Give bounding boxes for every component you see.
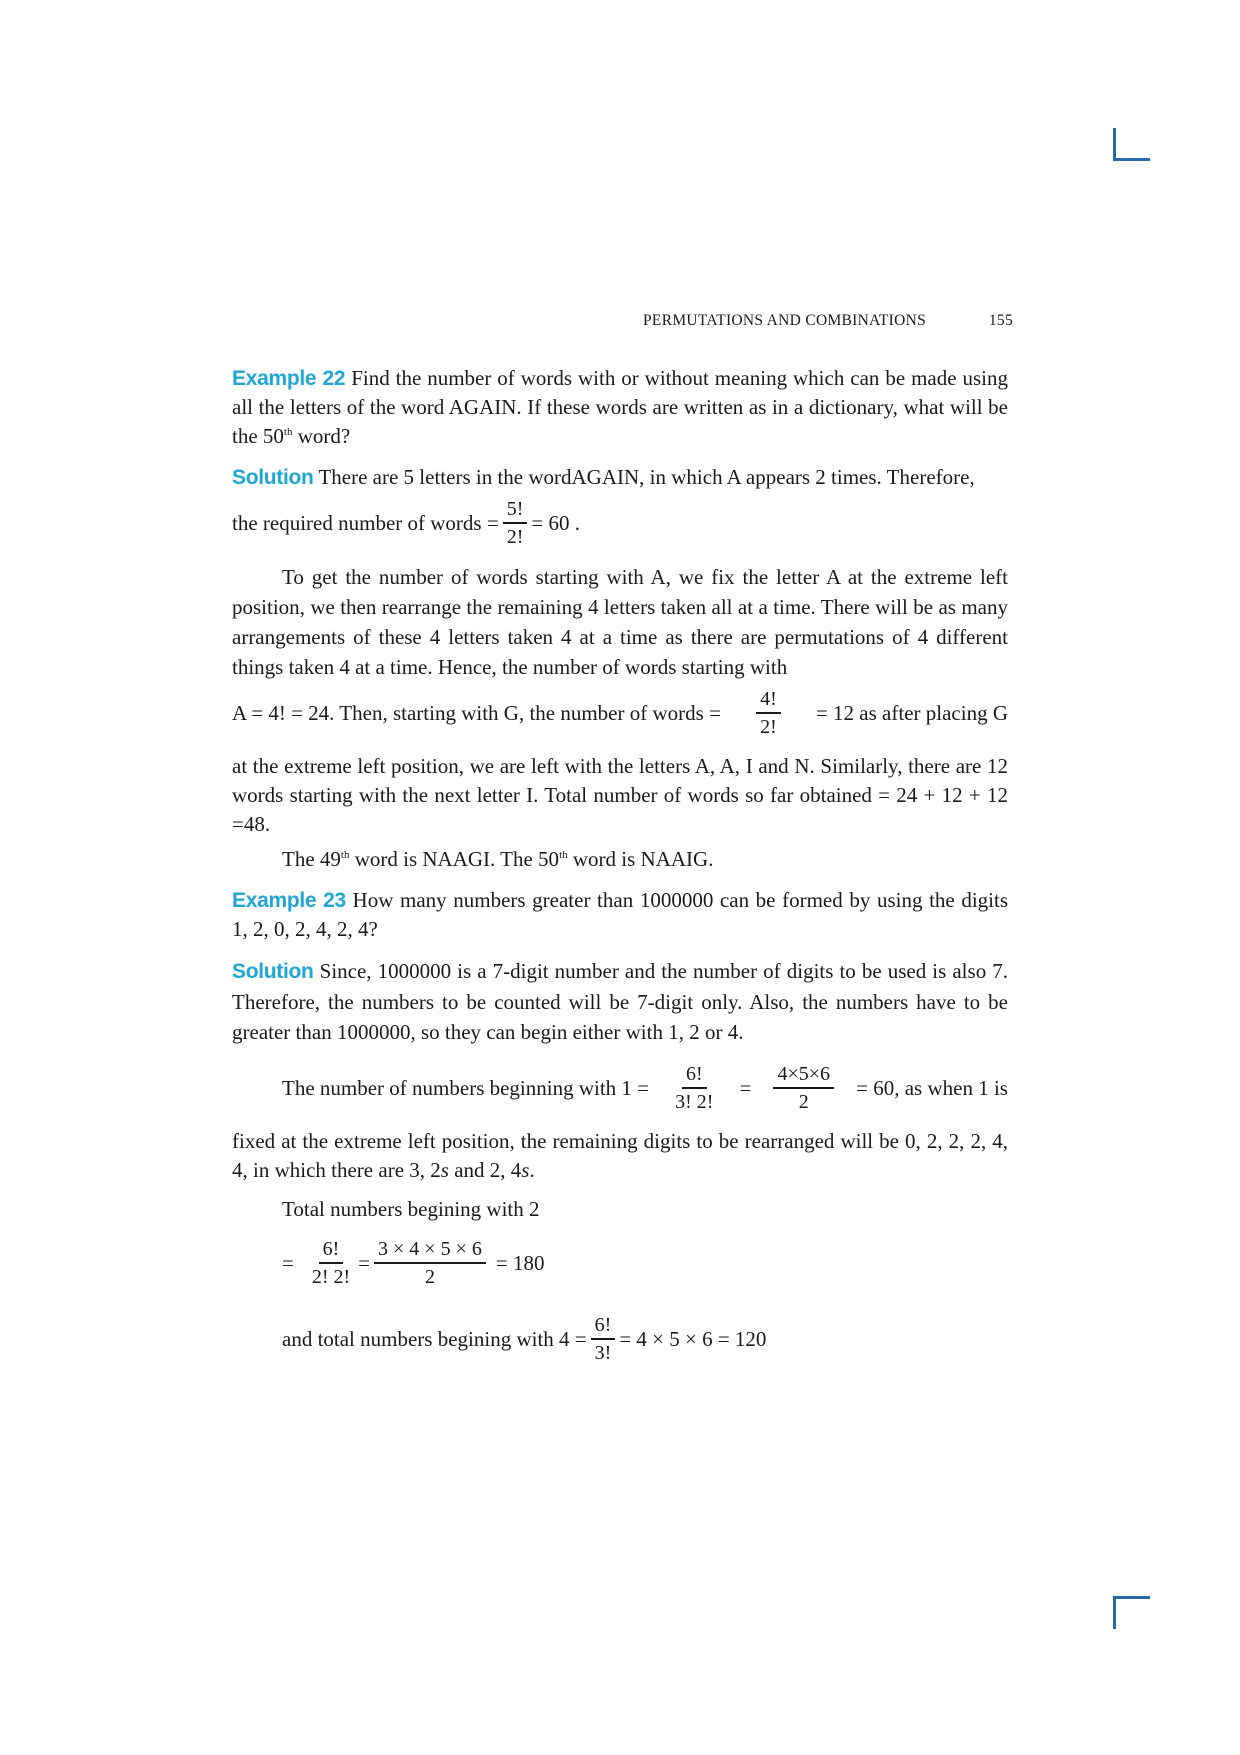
example-22-solution	[232, 463, 1008, 492]
equation-suffix: = 60, as when 1 is	[856, 1075, 1008, 1100]
equation-prefix: and total numbers begining with 4 =	[282, 1326, 587, 1351]
superscript: th	[340, 849, 350, 861]
total-beginning-with-4-equation	[232, 1312, 1008, 1366]
numerator: 6!	[319, 1236, 344, 1264]
solution-text: Since, 1000000 is a 7-digit number and the number of digits to be used is also 7. Therefore, the numbers to be counted will be 7-digit only. Also, the numbers have to be greater than 1000000, so they can begin either with 1, 2 or 4.	[232, 959, 1008, 1044]
denominator: 2	[424, 1266, 435, 1288]
equation-prefix: the required number of words =	[232, 510, 499, 535]
result: = 4 × 5 × 6 = 120	[619, 1326, 767, 1351]
beginning-with-1-equation: The number of numbers beginning with 1 = $\frac{6!}{3! 2!}$ = $\frac{4\times 5\times 6}{2}$ = 60, as when 1 is	[282, 1063, 1008, 1113]
example-22-question	[232, 364, 1008, 451]
crop-mark-top	[1113, 128, 1150, 161]
equation-prefix: The number of numbers beginning with 1 =	[282, 1075, 650, 1100]
answer-line	[232, 845, 1008, 874]
total-beginning-with-2-equation	[232, 1236, 1008, 1290]
denominator: 2! 2!	[311, 1266, 351, 1288]
question-text: How many numbers greater than 1000000 can be formed by using the digits 1, 2, 0, 2, 4, 2, 4?	[232, 888, 1009, 941]
page-number: 155	[988, 312, 1013, 329]
paragraph-text: and 2, 4	[448, 1158, 522, 1182]
fraction-4-over-2	[756, 686, 781, 740]
equation-suffix: = 12 as after placing G	[815, 700, 1008, 725]
paragraph-fixed-digits	[232, 1127, 1008, 1185]
paragraph-text: fixed at the extreme left position, the remaining digits to be rearranged will be 0, 2, 2, 2, 4, 4, in which there are 3, 2	[232, 1129, 1008, 1182]
numerator: 6!	[682, 1061, 707, 1089]
required-words-equation	[232, 496, 1008, 550]
total-beginning-with-2-label: Total numbers begining with 2	[282, 1197, 540, 1221]
numerator: 5!	[503, 496, 528, 524]
numerator: 4×5×6	[773, 1061, 834, 1089]
fraction-6-over-2-2	[308, 1236, 354, 1290]
equation-prefix: A = 4! = 24. Then, starting with G, the number of words =	[232, 700, 721, 725]
example-23-solution	[232, 956, 1008, 1047]
answer-text: word is NAAIG.	[567, 847, 714, 871]
result: = 180	[495, 1250, 545, 1275]
solution-label: Solution	[232, 466, 314, 489]
denominator: 2!	[760, 716, 777, 738]
fraction-6-over-3	[591, 1312, 616, 1366]
superscript: th	[283, 426, 293, 438]
example-23-question	[232, 886, 1008, 944]
example-22-label: Example 22	[232, 367, 346, 390]
question-text-end: word?	[292, 424, 351, 448]
page-content	[232, 364, 1008, 1366]
superscript: th	[559, 849, 568, 861]
starting-with-g-equation	[232, 686, 1008, 740]
crop-mark-bottom	[1113, 1596, 1150, 1629]
fraction-456-over-2	[773, 1061, 834, 1115]
italic-s: s	[440, 1158, 449, 1182]
answer-text: word is NAAGI. The 50	[349, 847, 560, 871]
equals-sign: =	[358, 1250, 371, 1275]
equation-result: = 60 .	[531, 510, 580, 535]
denominator: 3!	[594, 1342, 612, 1364]
numerator: 4!	[756, 686, 781, 714]
fraction-3456-over-2	[374, 1236, 486, 1290]
denominator: 2!	[506, 526, 524, 548]
example-23-label: Example 23	[232, 889, 346, 912]
answer-text: The 49	[282, 847, 341, 871]
fraction-6-over-3-2	[671, 1061, 717, 1115]
paragraph-text: .	[529, 1158, 535, 1182]
fraction-5-over-2	[503, 496, 528, 550]
numerator: 3 × 4 × 5 × 6	[374, 1236, 486, 1264]
chapter-title: PERMUTATIONS AND COMBINATIONS	[643, 312, 927, 329]
denominator: 3! 2!	[675, 1091, 714, 1113]
paragraph-starting-with-a: To get the number of words starting with A, we fix the letter A at the extreme left position, we then rearrange the remaining 4 letters taken all at a time. There will be as many arrangements of these 4 letters taken 4 at a time as there are permutations of 4 different things taken 4 at a time. Hence, the number of words starting with	[232, 565, 1008, 679]
solution-text: There are 5 letters in the wordAGAIN, in which A appears 2 times. Therefore,	[313, 465, 975, 489]
equals-sign: =	[282, 1250, 294, 1275]
paragraph-after-g: at the extreme left position, we are left with the letters A, A, I and N. Similarly, there are 12 words starting with the next letter I. Total number of words so far obtained = 24 + 12 + 12 =48.	[232, 754, 1008, 836]
running-header	[643, 312, 1013, 330]
solution-label: Solution	[232, 960, 314, 983]
numerator: 6!	[591, 1312, 616, 1340]
question-text: Find the number of words with or without meaning which can be made using all the letters of the word AGAIN. If these words are written as in a dictionary, what will be the 50	[232, 366, 1009, 448]
italic-s: s	[521, 1158, 530, 1182]
denominator: 2	[798, 1091, 809, 1113]
